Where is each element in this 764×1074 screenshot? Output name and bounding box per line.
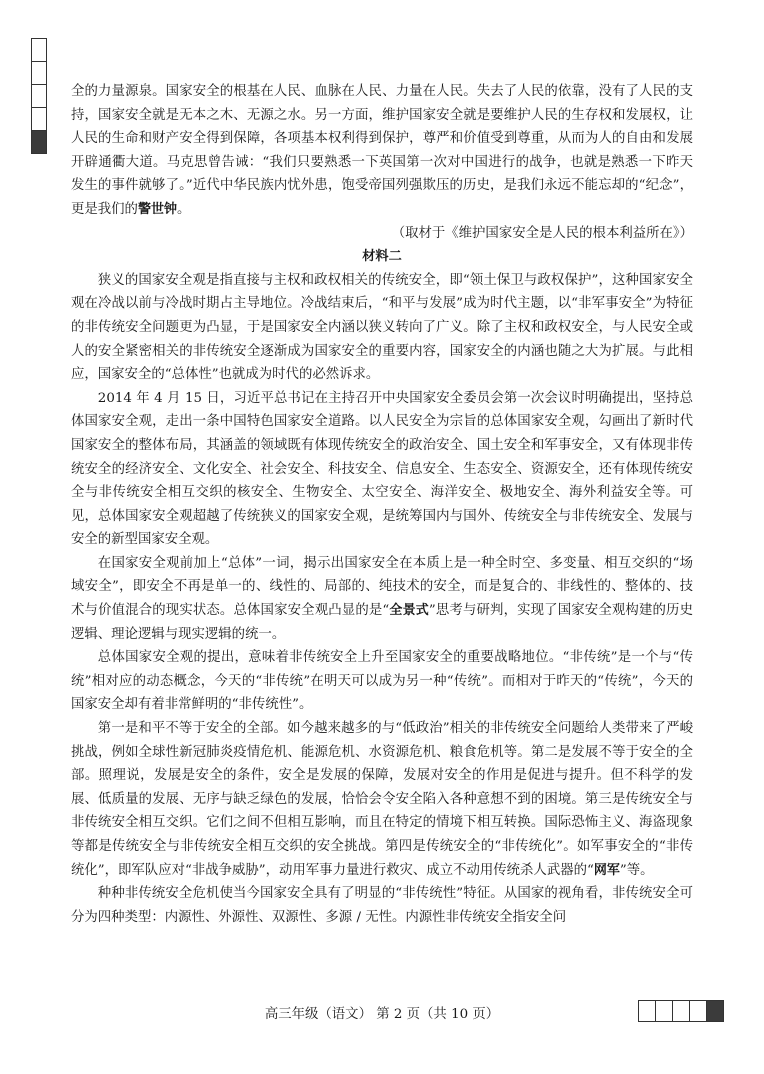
margin-binding-boxes bbox=[31, 38, 47, 154]
footer-boxes bbox=[638, 1000, 724, 1022]
page-footer: 高三年级（语文） 第 2 页（共 10 页） bbox=[264, 1007, 500, 1022]
bold-term: 全景式 bbox=[389, 603, 429, 619]
paragraph: 总体国家安全观的提出，意味着非传统安全上升至国家安全的重要战略地位。“非传统”是一个与“传统”相对应的动态概念，今天的“非传统”在明天可以成为另一种“传统”。而相对于昨天的“传统”，今天的国家安全却有着非常鲜明的“非传统性”。 bbox=[71, 650, 693, 713]
binding-box bbox=[31, 61, 47, 84]
section-title: 材料二 bbox=[362, 249, 402, 265]
bold-term: 警世钟 bbox=[137, 201, 177, 217]
paragraph-continued bbox=[71, 80, 693, 222]
footer-box bbox=[672, 1000, 689, 1022]
punctuation: 。 bbox=[176, 201, 191, 217]
binding-box bbox=[31, 84, 47, 107]
footer-box bbox=[689, 1000, 706, 1022]
paragraph bbox=[71, 717, 693, 882]
paragraph-text: 在国家安全观前加上“总体”一词，揭示出国家安全在本质上是一种全时空、多变量、相互交织的“场域安全”，即安全不再是单一的、线性的、局部的、纯技术的安全，而是复合的、非线性的、整体的、技术与价值混合的现实状态。总体国家安全观凸显的是“ bbox=[71, 555, 693, 619]
paragraph-text: 全的力量源泉。国家安全的根基在人民、血脉在人民、力量在人民。失去了人民的依靠，没有了人民的支持，国家安全就是无本之木、无源之水。另一方面，维护国家安全就是要维护人民的生存权和发展权，让人民的生命和财产安全得到保障，各项基本权利得到保护，尊严和价值受到尊重，从而为人的自由和发展开辟通衢大道。马克思曾告诫：“我们只要熟悉一下英国第一次对中国进行的战争，也就是熟悉一下昨天发生的事件就够了。”近代中华民族内忧外患，饱受帝国列强欺压的历史，是我们永远不能忘却的“纪念”，更是我们的 bbox=[71, 84, 693, 217]
bold-term: 网军 bbox=[593, 862, 620, 878]
paragraph: 2014 年 4 月 15 日，习近平总书记在主持召开中央国家安全委员会第一次会议时明确提出，坚持总体国家安全观，走出一条中国特色国家安全道路。以人民安全为宗旨的总体国家安全观，勾画出了新时代国家安全的整体布局，其涵盖的领域既有体现传统安全的政治安全、国土安全和军事安全，又有体现非传统安全的经济安全、文化安全、社会安全、科技安全、信息安全、生态安全、资源安全，还有体现传统安全与非传统安全相互交织的核安全、生物安全、太空安全、海洋安全、极地安全、海外利益安全等。可见，总体国家安全观超越了传统狭义的国家安全观，是统筹国内与国外、传统安全与非传统安全、发展与安全的新型国家安全观。 bbox=[71, 390, 693, 548]
source-citation: （取材于《维护国家安全是人民的根本利益所在》） bbox=[391, 225, 693, 241]
paragraph bbox=[71, 552, 693, 646]
binding-box bbox=[31, 38, 47, 61]
paragraph-text: ”等。 bbox=[619, 862, 654, 878]
binding-box bbox=[31, 107, 47, 130]
paragraph: 狭义的国家安全观是指直接与主权和政权相关的传统安全，即“领土保卫与政权保护”，这种国家安全观在冷战以前与冷战时期占主导地位。冷战结束后，“和平与发展”成为时代主题，以“非军事安全”为特征的非传统安全问题更为凸显，于是国家安全内涵以狭义转向了广义。除了主权和政权安全，与人民安全或人的安全紧密相关的非传统安全逐渐成为国家安全的重要内容，国家安全的内涵也随之大为扩展。与此相应，国家安全的“总体性”也就成为时代的必然诉求。 bbox=[71, 272, 693, 383]
paragraph: 种种非传统安全危机使当今国家安全具有了明显的“非传统性”特征。从国家的视角看，非传统安全可分为四种类型：内源性、外源性、双源性、多源 / 无性。内源性非传统安全指安全问 bbox=[71, 886, 693, 925]
binding-box-filled bbox=[31, 130, 47, 154]
paragraph-text: 第一是和平不等于安全的全部。如今越来越多的与“低政治”相关的非传统安全问题给人类带来了严峻挑战，例如全球性新冠肺炎疫情危机、能源危机、水资源危机、粮食危机等。第二是发展不等于安全的全部。照理说，发展是安全的条件，安全是发展的保障，发展对安全的作用是促进与提升。但不科学的发展、低质量的发展、无序与缺乏绿色的发展，恰恰会令安全陷入各种意想不到的困境。第三是传统安全与非传统安全相互交织。它们之间不但相互影响，而且在特定的情境下相互转换。国际恐怖主义、海盗现象等都是传统安全与非传统安全相互交织的安全挑战。第四是传统安全的“非传统化”。如军事安全的“非传统化”，即军队应对“非战争威胁”，动用军事力量进行救灾、成立不动用传统杀人武器的“ bbox=[71, 721, 693, 878]
paragraph-text: ”思考与研判，实现了国家安全观构建的历史逻辑、理论逻辑与现实逻辑的统一。 bbox=[71, 603, 693, 642]
footer-box-filled bbox=[706, 1000, 724, 1022]
footer-box bbox=[655, 1000, 672, 1022]
document-body bbox=[71, 80, 693, 929]
footer-box bbox=[638, 1000, 655, 1022]
